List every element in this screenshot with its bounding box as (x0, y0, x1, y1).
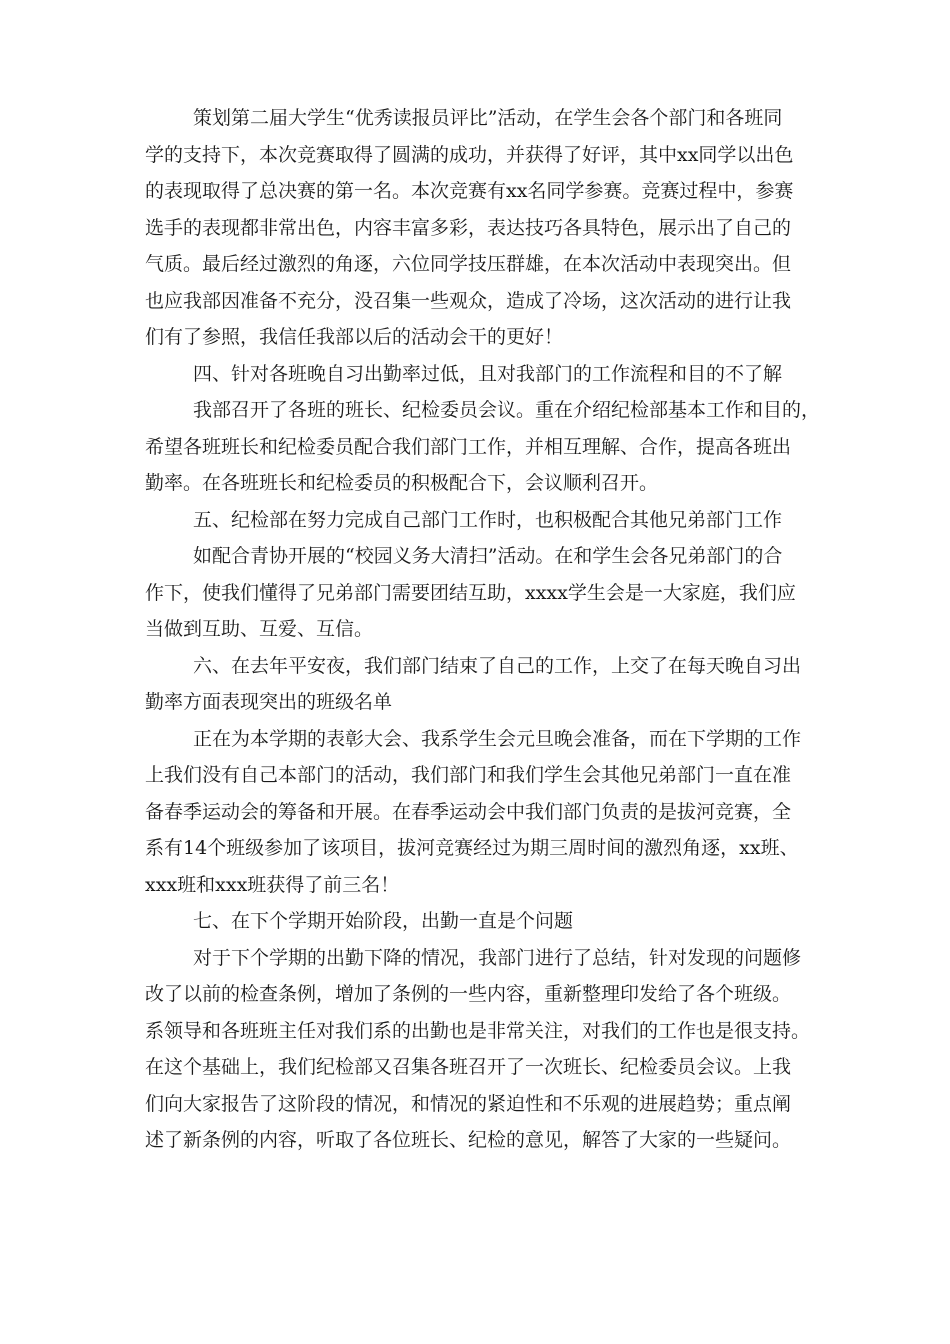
text-line: 系有14个班级参加了该项目，拔河竞赛经过为期三周时间的激烈角逐，xx班、 (145, 837, 799, 859)
text-line: 勤率方面表现突出的班级名单 (145, 691, 393, 713)
text-line: 当做到互助、互爱、互信。 (145, 618, 374, 640)
text-line: 改了以前的检查条例，增加了条例的一些内容，重新整理印发给了各个班级。 (145, 983, 792, 1005)
section-heading: 七、在下个学期开始阶段，出勤一直是个问题 (193, 910, 574, 932)
text-line: 选手的表现都非常出色，内容丰富多彩，表达技巧各具特色，展示出了自己的 (145, 216, 792, 239)
text-line: 学的支持下，本次竞赛取得了圆满的成功，并获得了好评，其中xx同学以出色 (145, 143, 794, 166)
text-line: 气质。最后经过激烈的角逐，六位同学技压群雄，在本次活动中表现突出。但 (145, 253, 792, 275)
text-line: 也应我部因准备不充分，没召集一些观众，造成了冷场，这次活动的进行让我 (145, 289, 792, 312)
text-line: 的表现取得了总决赛的第一名。本次竞赛有xx名同学参赛。竞赛过程中，参赛 (145, 180, 794, 202)
section-heading: 五、纪检部在努力完成自己部门工作时，也积极配合其他兄弟部门工作 (193, 508, 783, 531)
text-line: 勤率。在各班班长和纪检委员的积极配合下，会议顺利召开。 (145, 472, 659, 494)
text-line: 系领导和各班班主任对我们系的出勤也是非常关注，对我们的工作也是很支持。 (145, 1019, 811, 1042)
section-heading: 四、针对各班晚自习出勤率过低，且对我部门的工作流程和目的不了解 (193, 362, 783, 385)
text-line: 如配合青协开展的“校园义务大清扫”活动。在和学生会各兄弟部门的合 (193, 545, 783, 567)
text-line: 我部召开了各班的班长、纪检委员会议。重在介绍纪检部基本工作和目的， (193, 399, 821, 421)
text-line: 正在为本学期的表彰大会、我系学生会元旦晚会准备，而在下学期的工作 (193, 727, 802, 750)
text-line: 作下，使我们懂得了兄弟部门需要团结互助，xxxx学生会是一大家庭，我们应 (145, 581, 796, 604)
text-line: 述了新条例的内容，听取了各位班长、纪检的意见，解答了大家的一些疑问。 (145, 1129, 792, 1151)
text-line: 上我们没有自己本部门的活动，我们部门和我们学生会其他兄弟部门一直在准 (145, 764, 792, 786)
text-line: 希望各班班长和纪检委员配合我们部门工作，并相互理解、合作，提高各班出 (145, 435, 792, 458)
text-line: 策划第二届大学生“优秀读报员评比”活动，在学生会各个部门和各班同 (193, 107, 783, 129)
document-body (145, 100, 821, 1159)
text-line: 们向大家报告了这阶段的情况，和情况的紧迫性和不乐观的进展趋势；重点阐 (145, 1092, 792, 1115)
text-line: 备春季运动会的筹备和开展。在春季运动会中我们部门负责的是拔河竞赛，全 (145, 800, 792, 823)
text-line: 在这个基础上，我们纪检部又召集各班召开了一次班长、纪检委员会议。上我 (145, 1056, 792, 1078)
section-heading: 六、在去年平安夜，我们部门结束了自己的工作，上交了在每天晚自习出 (193, 654, 802, 677)
text-line: xxx班和xxx班获得了前三名！ (145, 873, 400, 896)
text-line: 对于下个学期的出勤下降的情况，我部门进行了总结，针对发现的问题修 (193, 946, 802, 969)
text-line: 们有了参照，我信任我部以后的活动会干的更好！ (145, 326, 564, 348)
